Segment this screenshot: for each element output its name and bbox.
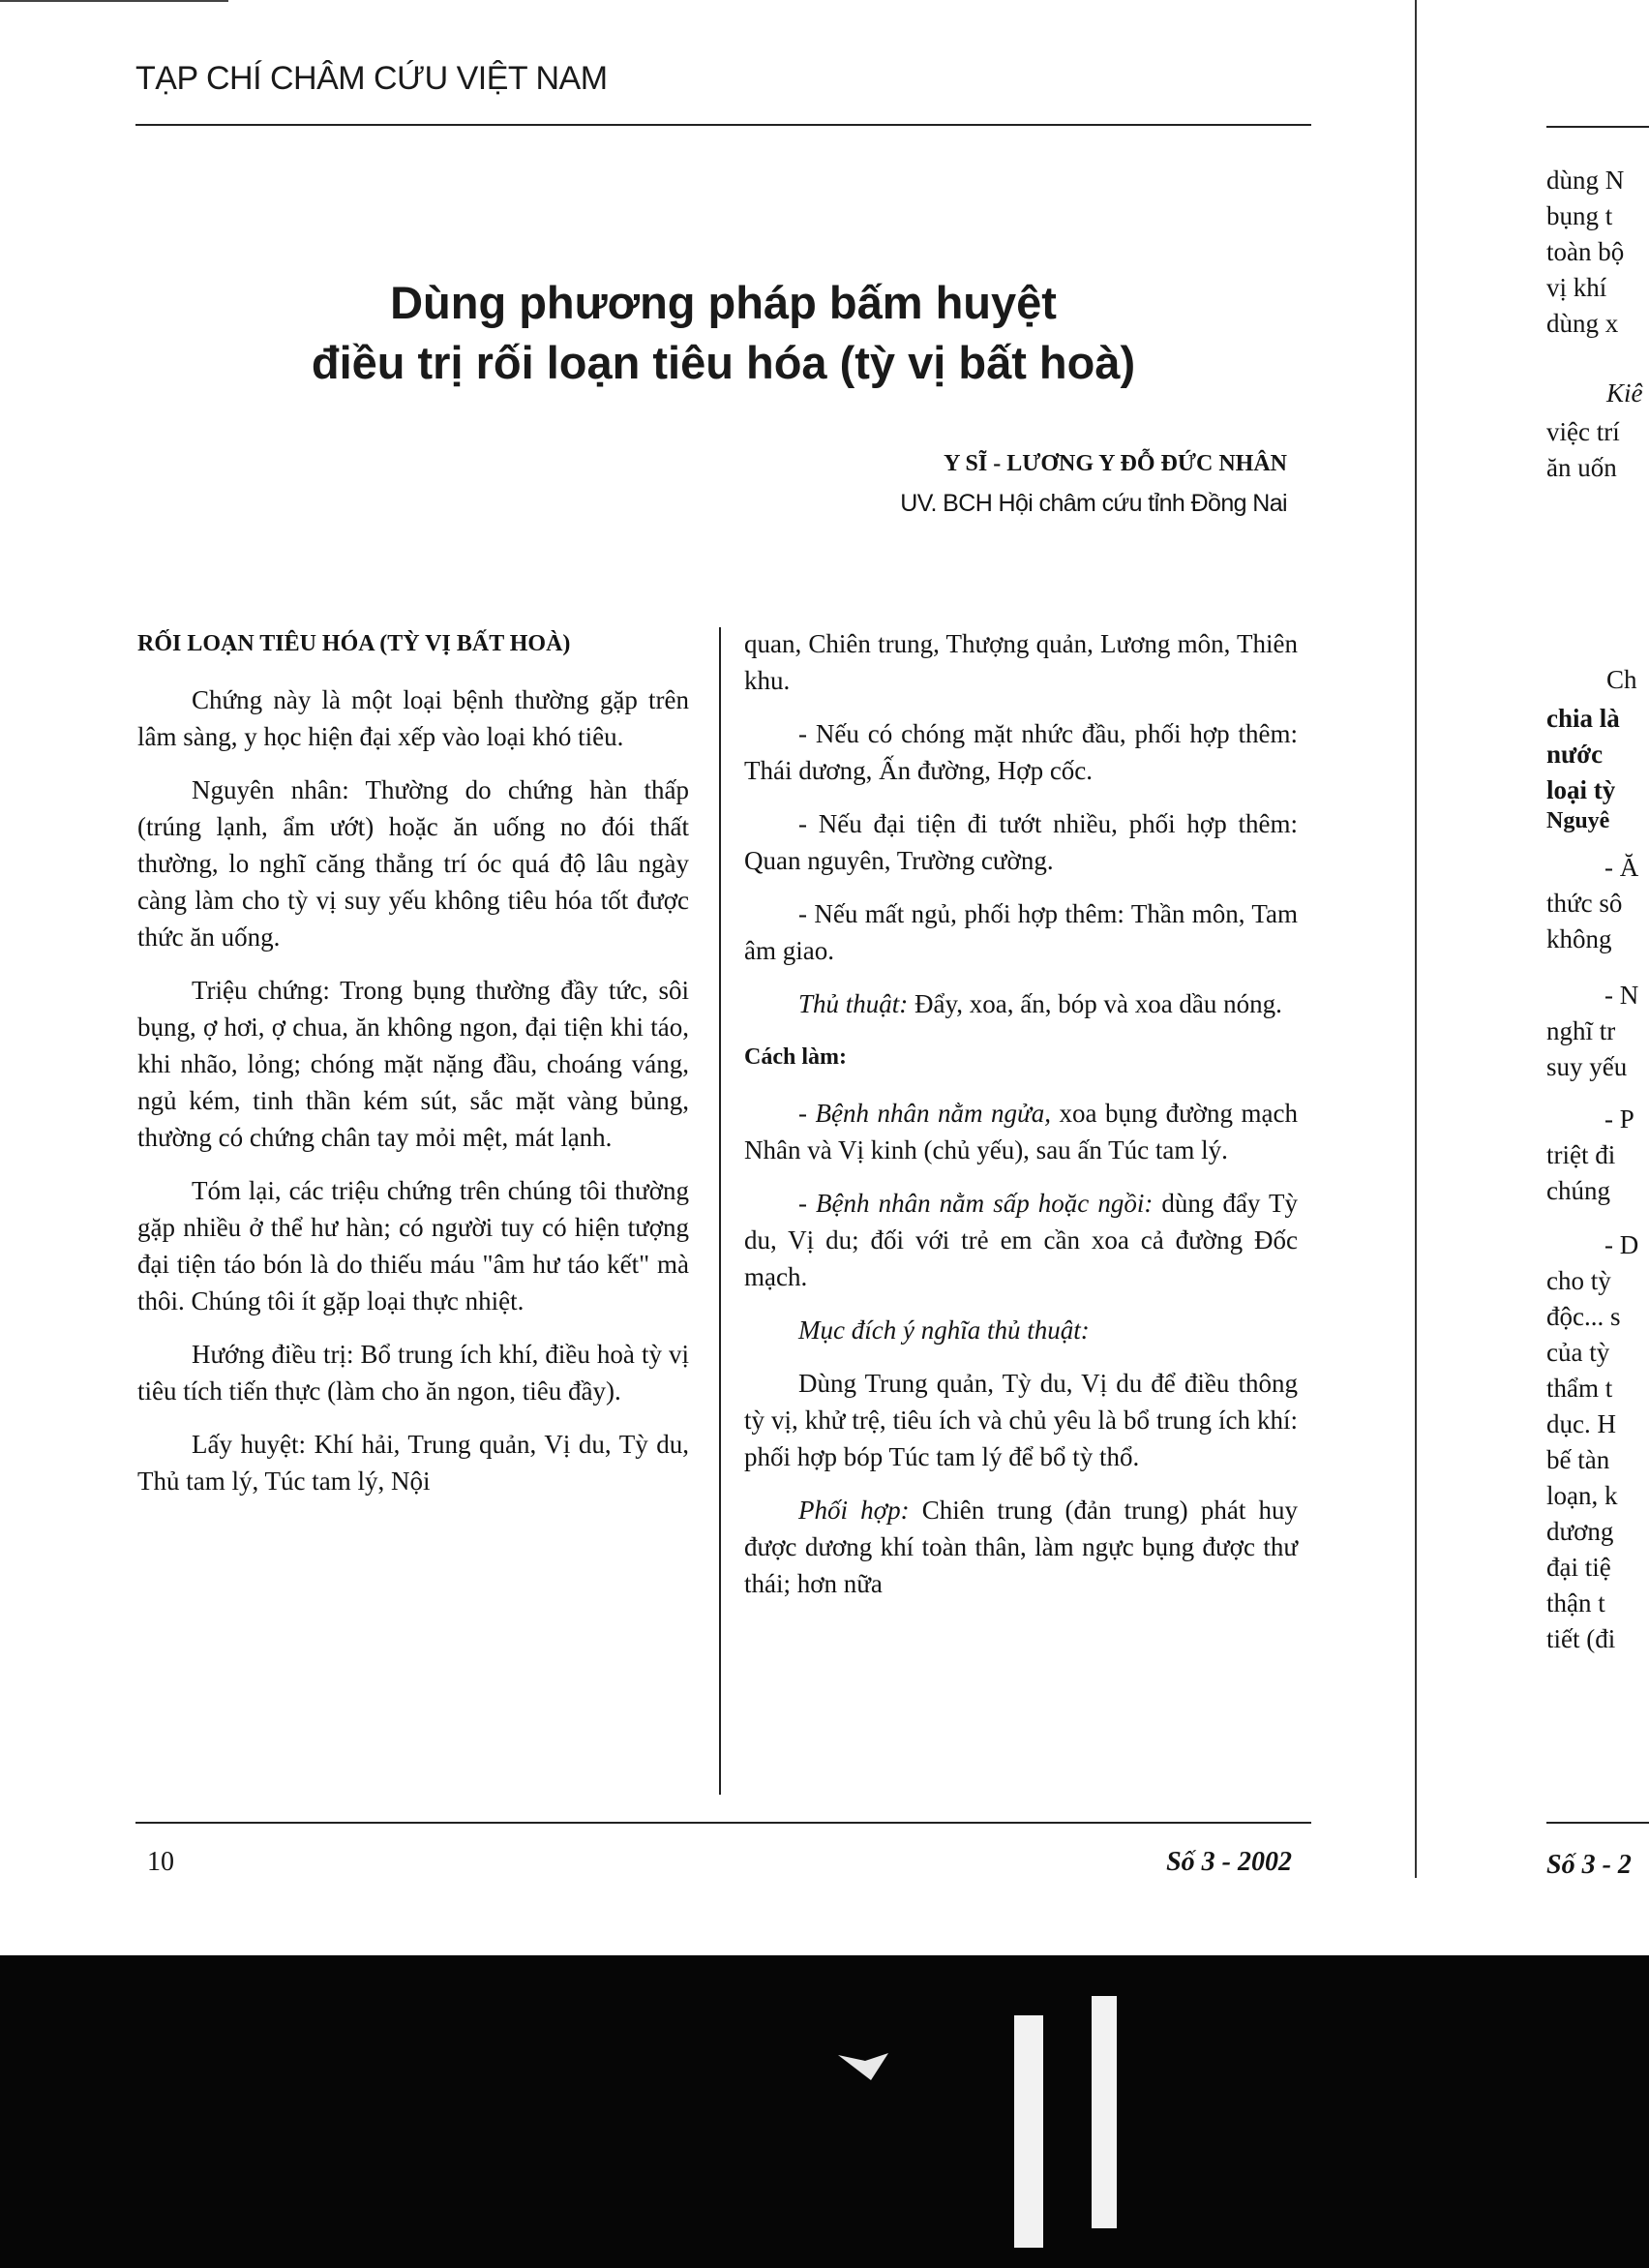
paragraph-treatment: Hướng điều trị: Bổ trung ích khí, điều hoà tỳ vị tiêu tích tiến thực (làm cho ăn ngon, tiêu đầy). (137, 1340, 689, 1406)
top-edge-line (0, 0, 228, 2)
neighbor-line: - D (1604, 1230, 1639, 1259)
neighbor-line: - N (1604, 981, 1639, 1010)
neighbor-line: của tỳ (1546, 1338, 1610, 1367)
neighbor-line: cho tỳ (1546, 1266, 1611, 1295)
method-heading: Cách làm: (744, 1044, 847, 1070)
neighbor-nguyen (1546, 803, 1609, 839)
neighbor-line: việc trí (1546, 417, 1620, 446)
neighbor-header-rule (1546, 126, 1649, 128)
scan-artifact-stripe (1014, 2015, 1043, 2248)
neighbor-line: dương (1546, 1517, 1614, 1546)
neighbor-line: độc... s (1546, 1302, 1621, 1331)
section-heading: RỐI LOẠN TIÊU HÓA (TỲ VỊ BẤT HOÀ) (137, 631, 571, 656)
neighbor-line: chúng (1546, 1176, 1610, 1205)
purpose-label: Mục đích ý nghĩa thủ thuật: (798, 1315, 1090, 1345)
neighbor-lines-b (1546, 978, 1638, 1085)
paragraph-insomnia: - Nếu mất ngủ, phối hợp thêm: Thần môn, Tam âm giao. (744, 899, 1298, 965)
neighbor-line (1606, 376, 1643, 411)
neighbor-line: - Ă (1604, 853, 1639, 882)
paragraph-points: Lấy huyệt: Khí hải, Trung quản, Vị du, Tỳ du, Thủ tam lý, Túc tam lý, Nội (137, 1430, 689, 1496)
title-line-2: điều trị rối loạn tiêu hóa (tỳ vị bất hoà) (311, 337, 1136, 388)
neighbor-line: không (1546, 924, 1612, 953)
paragraph-prone (744, 1185, 1298, 1295)
neighbor-chia-lines (1546, 701, 1620, 808)
header-rule (135, 124, 1311, 126)
neighbor-line: thận t (1546, 1588, 1605, 1618)
neighbor-line: suy yếu (1546, 1052, 1628, 1081)
author-name: Y SĨ - LƯƠNG Y ĐỖ ĐỨC NHÂN (944, 451, 1287, 476)
journal-name: TẠP CHÍ CHÂM CỨU VIỆT NAM (135, 60, 608, 97)
neighbor-line: bế tàn (1546, 1445, 1610, 1474)
technique-text: Đẩy, xoa, ấn, bóp và xoa dầu nóng. (908, 989, 1282, 1018)
neighbor-line: loại tỳ (1546, 775, 1616, 804)
combination-text: Chiên trung (đản trung) phát huy được dương khí toàn thân, làm ngực bụng được thư thái; hơn nữa (744, 1496, 1298, 1598)
scan-artifact-mark (834, 2047, 892, 2086)
neighbor-line: thức sô (1546, 889, 1623, 918)
neighbor-line: dục. H (1546, 1409, 1616, 1438)
paragraph-technique (744, 985, 1298, 1022)
paragraph-points-cont: quan, Chiên trung, Thượng quản, Lương môn, Thiên khu. (744, 629, 1298, 695)
neighbor-lines-a (1546, 850, 1638, 957)
neighbor-line: dùng N (1546, 166, 1625, 195)
neighbor-line: tiết (đi (1546, 1624, 1616, 1653)
title-line-1: Dùng phương pháp bấm huyệt (390, 277, 1057, 328)
footer-rule (135, 1822, 1311, 1824)
technique-label: Thủ thuật: (798, 989, 909, 1018)
neighbor-footer-issue: Số 3 - 2 (1546, 1850, 1632, 1880)
scan-artifact-stripe (1092, 1996, 1117, 2228)
neighbor-line: - P (1604, 1104, 1634, 1134)
neighbor-mid-lines (1546, 414, 1620, 486)
paragraph-supine (744, 1095, 1298, 1168)
column-left (137, 625, 689, 1516)
prone-text: dùng đẩy Tỳ du, Vị du; đối với trẻ em cần xoa cả đường Đốc mạch. (744, 1189, 1298, 1291)
neighbor-kie-label: Kiê (1606, 378, 1643, 408)
paragraph-dizziness: - Nếu có chóng mặt nhức đầu, phối hợp thêm: Thái dương, Ấn đường, Hợp cốc. (744, 719, 1298, 785)
combination-label: Phối hợp: (798, 1496, 910, 1525)
paragraph-purpose-heading (744, 1312, 1298, 1348)
paragraph-intro: Chứng này là một loại bệnh thường gặp trên lâm sàng, y học hiện đại xếp vào loại khó tiêu. (137, 685, 689, 751)
neighbor-line: dùng x (1546, 309, 1619, 338)
neighbor-footer-rule (1546, 1822, 1649, 1824)
neighbor-line: ăn uốn (1546, 453, 1617, 482)
column-divider (719, 627, 721, 1795)
prone-label: - Bệnh nhân nằm sấp hoặc ngồi: (798, 1189, 1154, 1218)
scanner-black-area (0, 1955, 1649, 2268)
neighbor-footer (1546, 1847, 1632, 1883)
neighbor-line: đại tiệ (1546, 1553, 1611, 1582)
paragraph-symptoms: Triệu chứng: Trong bụng thường đầy tức, sôi bụng, ợ hơi, ợ chua, ăn không ngon, đại tiện khi táo, khi nhão, lỏng; chóng mặt nặng đầu, choáng váng, ngủ kém, tinh thần kém sút, sắc mặt vàng bủng, thường có chứng chân tay mỏi mệt, mát lạnh. (137, 976, 689, 1152)
neighbor-line: loạn, k (1546, 1481, 1618, 1510)
neighbor-line: nước (1546, 740, 1604, 769)
neighbor-line: vị khí (1546, 273, 1607, 302)
neighbor-lines-c (1546, 1102, 1634, 1209)
neighbor-ch (1606, 662, 1637, 698)
issue-number: Số 3 - 2002 (1166, 1847, 1292, 1877)
neighbor-kie (1606, 376, 1643, 411)
neighbor-top-lines (1546, 163, 1624, 342)
neighbor-lines-d (1546, 1227, 1638, 1657)
page-fold-line (1415, 0, 1417, 1878)
neighbor-line: nghĩ tr (1546, 1016, 1616, 1045)
neighbor-line: Ch (1606, 665, 1637, 694)
paragraph-cause: Nguyên nhân: Thường do chứng hàn thấp (trúng lạnh, ẩm ướt) hoặc ăn uống no đói thất thường, lo nghĩ căng thẳng trí óc quá độ lâu ngày càng làm cho tỳ vị suy yếu không tiêu hóa tốt được thức ăn uống. (137, 775, 689, 952)
article-title (135, 273, 1311, 393)
neighbor-line: toàn bộ (1546, 237, 1625, 266)
page-number: 10 (147, 1847, 174, 1877)
paragraph-diarrhea: - Nếu đại tiện đi tướt nhiều, phối hợp thêm: Quan nguyên, Trường cường. (744, 809, 1298, 875)
paragraph-combination (744, 1492, 1298, 1602)
neighbor-line: thẩm t (1546, 1374, 1613, 1403)
author-affiliation: UV. BCH Hội châm cứu tỉnh Đồng Nai (900, 490, 1287, 517)
neighbor-line: triệt đi (1546, 1140, 1616, 1169)
column-right (744, 625, 1298, 1618)
neighbor-line: chia là (1546, 704, 1620, 733)
neighbor-line: Nguyê (1546, 808, 1610, 833)
paragraph-summary: Tóm lại, các triệu chứng trên chúng tôi thường gặp nhiều ở thể hư hàn; có người tuy có hiện tượng đại tiện táo bón là do thiếu máu "âm hư táo kết" mà thôi. Chúng tôi ít gặp loại thực nhiệt. (137, 1176, 689, 1315)
paragraph-purpose: Dùng Trung quản, Tỳ du, Vị du để điều thông tỳ vị, khử trệ, tiêu ích và chủ yêu là bổ trung ích khí: phối hợp bóp Túc tam lý để bổ tỳ thổ. (744, 1369, 1298, 1471)
neighbor-line: bụng t (1546, 201, 1613, 230)
supine-label: - Bệnh nhân nằm ngửa, (798, 1099, 1052, 1128)
supine-text: xoa bụng đường mạch Nhân và Vị kinh (chủ yếu), sau ấn Túc tam lý. (744, 1099, 1298, 1164)
